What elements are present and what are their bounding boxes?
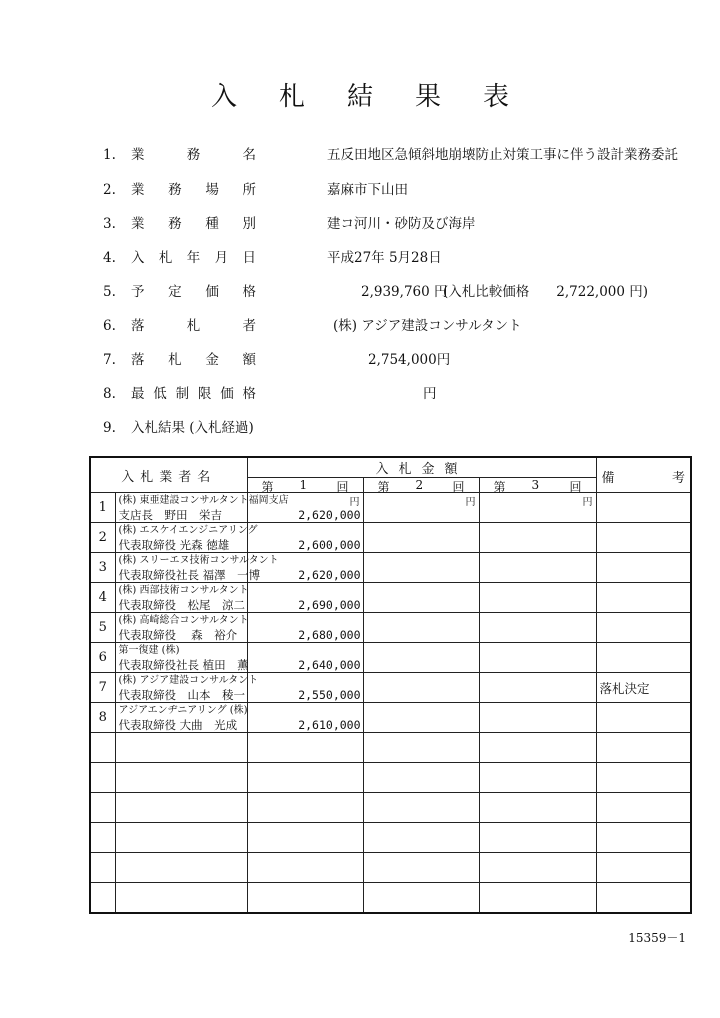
bid-amount-round-3: [479, 673, 596, 703]
info-number: 5.: [103, 284, 116, 300]
round-label-number: 2: [415, 478, 424, 492]
remark-cell: [596, 703, 691, 733]
empty-cell: [115, 823, 247, 853]
bid-amount-value: 2,620,000: [298, 568, 361, 582]
bidder-number: 5: [90, 613, 115, 643]
bidder-company: アジアエンヂニアリング (株): [118, 704, 248, 716]
bidder-company: (株) 西部技術コンサルタント: [118, 584, 249, 596]
empty-cell: [479, 763, 596, 793]
info-label-char: 価: [220, 386, 234, 402]
round-label-number: 3: [531, 478, 540, 492]
info-value: (株) アジア建設コンサルタント: [333, 318, 522, 334]
info-label-char: 業: [131, 216, 145, 232]
info-label-char: 業: [131, 182, 145, 198]
empty-cell: [596, 883, 691, 913]
info-label-char: 最: [131, 386, 145, 402]
info-label: [131, 350, 256, 370]
info-label-char: 落: [131, 318, 145, 334]
info-label-char: 別: [242, 216, 256, 232]
header-bidder-name: 入札業者名: [90, 457, 247, 493]
empty-cell: [363, 823, 479, 853]
info-label-char: 格: [242, 284, 256, 300]
empty-cell: [363, 853, 479, 883]
info-label-char: 月: [214, 250, 229, 266]
bidder-company: 第一復建 (株): [118, 644, 180, 656]
bidder-company: (株) 高崎総合コンサルタント: [118, 614, 249, 626]
empty-cell: [90, 793, 115, 823]
empty-cell: [479, 793, 596, 823]
empty-cell: [247, 883, 363, 913]
remark-cell: [596, 583, 691, 613]
bid-amount-round-3: [479, 583, 596, 613]
table-row: [90, 703, 691, 733]
info-label-char: 務: [186, 147, 201, 163]
bid-amount-round-2: [363, 673, 479, 703]
empty-cell: [90, 823, 115, 853]
empty-cell: [90, 763, 115, 793]
empty-cell: [115, 733, 247, 763]
empty-cell: [596, 853, 691, 883]
info-number: 7.: [103, 352, 116, 368]
bidder-company: (株) エスケイエンジニアリング: [118, 524, 258, 536]
empty-row: [90, 823, 691, 853]
empty-cell: [247, 793, 363, 823]
table-row: [90, 493, 691, 523]
info-number: 2.: [103, 182, 116, 198]
empty-cell: [479, 733, 596, 763]
info-label-char: 札: [186, 318, 201, 334]
round-label-number: 1: [299, 478, 308, 492]
info-value: 嘉麻市下山田: [327, 182, 408, 198]
info-label-char: 名: [242, 147, 256, 163]
bid-amount-round-2: [363, 553, 479, 583]
round-label-prefix: 第: [261, 480, 274, 494]
empty-row: [90, 883, 691, 913]
info-label: [131, 248, 256, 268]
bid-amount-round-2: [363, 583, 479, 613]
info-label: [131, 214, 256, 234]
empty-cell: [90, 853, 115, 883]
empty-cell: [90, 733, 115, 763]
remark-cell: [596, 523, 691, 553]
info-label-char: 入: [131, 250, 145, 266]
info-label: [131, 384, 256, 404]
bid-amount-round-2: [363, 703, 479, 733]
bid-amount-value: 2,680,000: [298, 628, 361, 642]
empty-cell: [596, 823, 691, 853]
bid-amount-round-2: [363, 493, 479, 523]
round-label-prefix: 第: [493, 480, 506, 494]
info-number: 4.: [103, 250, 116, 266]
empty-cell: [479, 823, 596, 853]
table-row: [90, 613, 691, 643]
empty-cell: [247, 853, 363, 883]
info-value: 平成27年 5月28日: [327, 250, 442, 266]
empty-cell: [363, 763, 479, 793]
empty-cell: [247, 733, 363, 763]
yen-unit: 円: [349, 497, 360, 508]
header-remarks: [596, 457, 691, 493]
bid-amount-round-1: [247, 523, 363, 553]
info-value: 2,754,000円: [368, 352, 451, 368]
bid-amount-value: 2,600,000: [298, 538, 361, 552]
empty-cell: [115, 853, 247, 883]
bidder-number: 4: [90, 583, 115, 613]
bidder-representative: 代表取締役 大曲 光成: [118, 717, 238, 732]
bidder-name: [115, 523, 258, 553]
info-number: 3.: [103, 216, 116, 232]
empty-cell: [247, 763, 363, 793]
empty-cell: [363, 793, 479, 823]
bid-amount-round-1: [247, 703, 363, 733]
bidder-representative: 代表取締役 山本 稜一: [118, 687, 245, 702]
empty-cell: [115, 883, 247, 913]
empty-row: [90, 763, 691, 793]
info-label-char: 札: [168, 352, 182, 368]
bid-amount-round-1: [247, 643, 363, 673]
remark-cell: 落札決定: [596, 673, 691, 703]
info-label-char: 年: [186, 250, 201, 266]
info-value: 五反田地区急傾斜地崩壊防止対策工事に伴う設計業務委託: [327, 147, 678, 163]
round-label-suffix: 回: [569, 480, 582, 494]
bidder-name: [115, 553, 279, 583]
bid-amount-round-2: [363, 643, 479, 673]
bidder-representative: 代表取締役社長 植田 薫: [118, 657, 249, 672]
info-label: [131, 145, 256, 165]
header-remarks-char-2: 考: [672, 471, 686, 486]
info-number: 8.: [103, 386, 116, 402]
empty-cell: [90, 883, 115, 913]
info-label-char: 者: [242, 318, 256, 334]
info-label-char: 札: [158, 250, 173, 266]
info-label-char: 価: [205, 284, 219, 300]
remark-cell: [596, 493, 691, 523]
info-label-char: 業: [131, 147, 145, 163]
empty-cell: [247, 823, 363, 853]
empty-cell: [596, 733, 691, 763]
info-label-char: 所: [242, 182, 256, 198]
info-label: [131, 180, 256, 200]
round-label-suffix: 回: [336, 480, 349, 494]
info-label-char: 落: [131, 352, 145, 368]
bid-amount-round-3: [479, 613, 596, 643]
empty-cell: [479, 883, 596, 913]
remark-cell: [596, 643, 691, 673]
bidder-name: [115, 613, 247, 643]
table-row: [90, 583, 691, 613]
info-label-char: 格: [242, 386, 256, 402]
info-label-char: 日: [242, 250, 256, 266]
info-number: 6.: [103, 318, 116, 334]
bid-amount-value: 2,550,000: [298, 688, 361, 702]
info-label-char: 予: [131, 284, 145, 300]
info-label-char: 限: [197, 386, 212, 402]
round-header-3: [479, 478, 596, 493]
empty-cell: [115, 763, 247, 793]
bid-amount-round-2: [363, 523, 479, 553]
bidder-number: 1: [90, 493, 115, 523]
yen-unit: 円: [582, 497, 593, 508]
bid-amount-round-3: [479, 703, 596, 733]
empty-cell: [115, 793, 247, 823]
bidder-name: [115, 673, 259, 703]
bid-amount-value: 2,620,000: [298, 508, 361, 522]
bid-amount-round-1: [247, 673, 363, 703]
info-value: 2,939,760 円: [361, 284, 448, 300]
bidder-representative: 代表取締役 森 裕介: [118, 627, 238, 642]
info-label-char: 定: [168, 284, 182, 300]
table-row: [90, 553, 691, 583]
info-label-char: 額: [242, 352, 256, 368]
bid-amount-value: 2,610,000: [298, 718, 361, 732]
bidder-name: [115, 643, 247, 673]
info-number: 1.: [103, 147, 116, 163]
table-row: [90, 523, 691, 553]
document-id: 15359－1: [628, 931, 686, 945]
info-label-char: 場: [205, 182, 219, 198]
info-label-text: 入札結果 (入札経過): [131, 420, 254, 436]
info-note: (入札比較価格 2,722,000 円): [443, 284, 649, 300]
info-label-char: 種: [205, 216, 219, 232]
bid-results-table: [89, 456, 692, 914]
info-label-char: 低: [153, 386, 167, 402]
bid-amount-round-1: [247, 553, 363, 583]
bidder-name: [115, 583, 247, 613]
page-title: 入札結果表: [210, 82, 551, 112]
remark-cell: [596, 613, 691, 643]
bidder-name: [115, 703, 247, 733]
bid-amount-value: 2,690,000: [298, 598, 361, 612]
empty-cell: [479, 853, 596, 883]
bid-amount-round-3: [479, 643, 596, 673]
yen-unit: 円: [465, 497, 476, 508]
info-label-char: 務: [168, 216, 182, 232]
bidder-company: (株) 東亜建設コンサルタント福岡支店: [118, 494, 289, 506]
bidder-representative: 代表取締役社長 福澤 一博: [118, 567, 261, 582]
info-label: [131, 316, 256, 336]
bidder-number: 3: [90, 553, 115, 583]
empty-row: [90, 853, 691, 883]
bidder-representative: 代表取締役 光森 徳雄: [118, 537, 230, 552]
bid-amount-round-3: [479, 523, 596, 553]
bidder-number: 6: [90, 643, 115, 673]
bid-amount-round-3: [479, 553, 596, 583]
bidder-company: (株) スリーエヌ技術コンサルタント: [118, 554, 279, 566]
info-label-char: 金: [205, 352, 219, 368]
empty-cell: [363, 733, 479, 763]
bid-amount-round-3: [479, 493, 596, 523]
round-header-2: [363, 478, 479, 493]
remark-cell: [596, 553, 691, 583]
bid-amount-round-1: [247, 493, 363, 523]
info-value: 建コ河川・砂防及び海岸: [327, 216, 476, 232]
info-label: [131, 282, 256, 302]
table-row: [90, 643, 691, 673]
bid-amount-round-2: [363, 613, 479, 643]
empty-cell: [363, 883, 479, 913]
info-label-char: 務: [168, 182, 182, 198]
round-label-prefix: 第: [377, 480, 390, 494]
bidder-representative: 支店長 野田 栄吉: [118, 507, 222, 522]
empty-row: [90, 793, 691, 823]
table-row: [90, 673, 691, 703]
info-value: 円: [423, 386, 437, 402]
header-bid-amount: 入札金額: [247, 457, 596, 478]
bidder-number: 8: [90, 703, 115, 733]
empty-row: [90, 733, 691, 763]
bid-amount-round-1: [247, 583, 363, 613]
round-label-suffix: 回: [452, 480, 465, 494]
bid-amount-round-1: [247, 613, 363, 643]
empty-cell: [596, 793, 691, 823]
bid-amount-value: 2,640,000: [298, 658, 361, 672]
round-header-1: [247, 478, 363, 493]
bidder-representative: 代表取締役 松尾 涼二: [118, 597, 245, 612]
empty-cell: [596, 763, 691, 793]
bidder-number: 2: [90, 523, 115, 553]
header-remarks-char-1: 備: [601, 471, 615, 486]
bidder-company: (株) アジア建設コンサルタント: [118, 674, 259, 686]
info-number: 9.: [103, 420, 116, 436]
bidder-name: [115, 493, 289, 523]
bidder-number: 7: [90, 673, 115, 703]
info-label-char: 制: [175, 386, 190, 402]
